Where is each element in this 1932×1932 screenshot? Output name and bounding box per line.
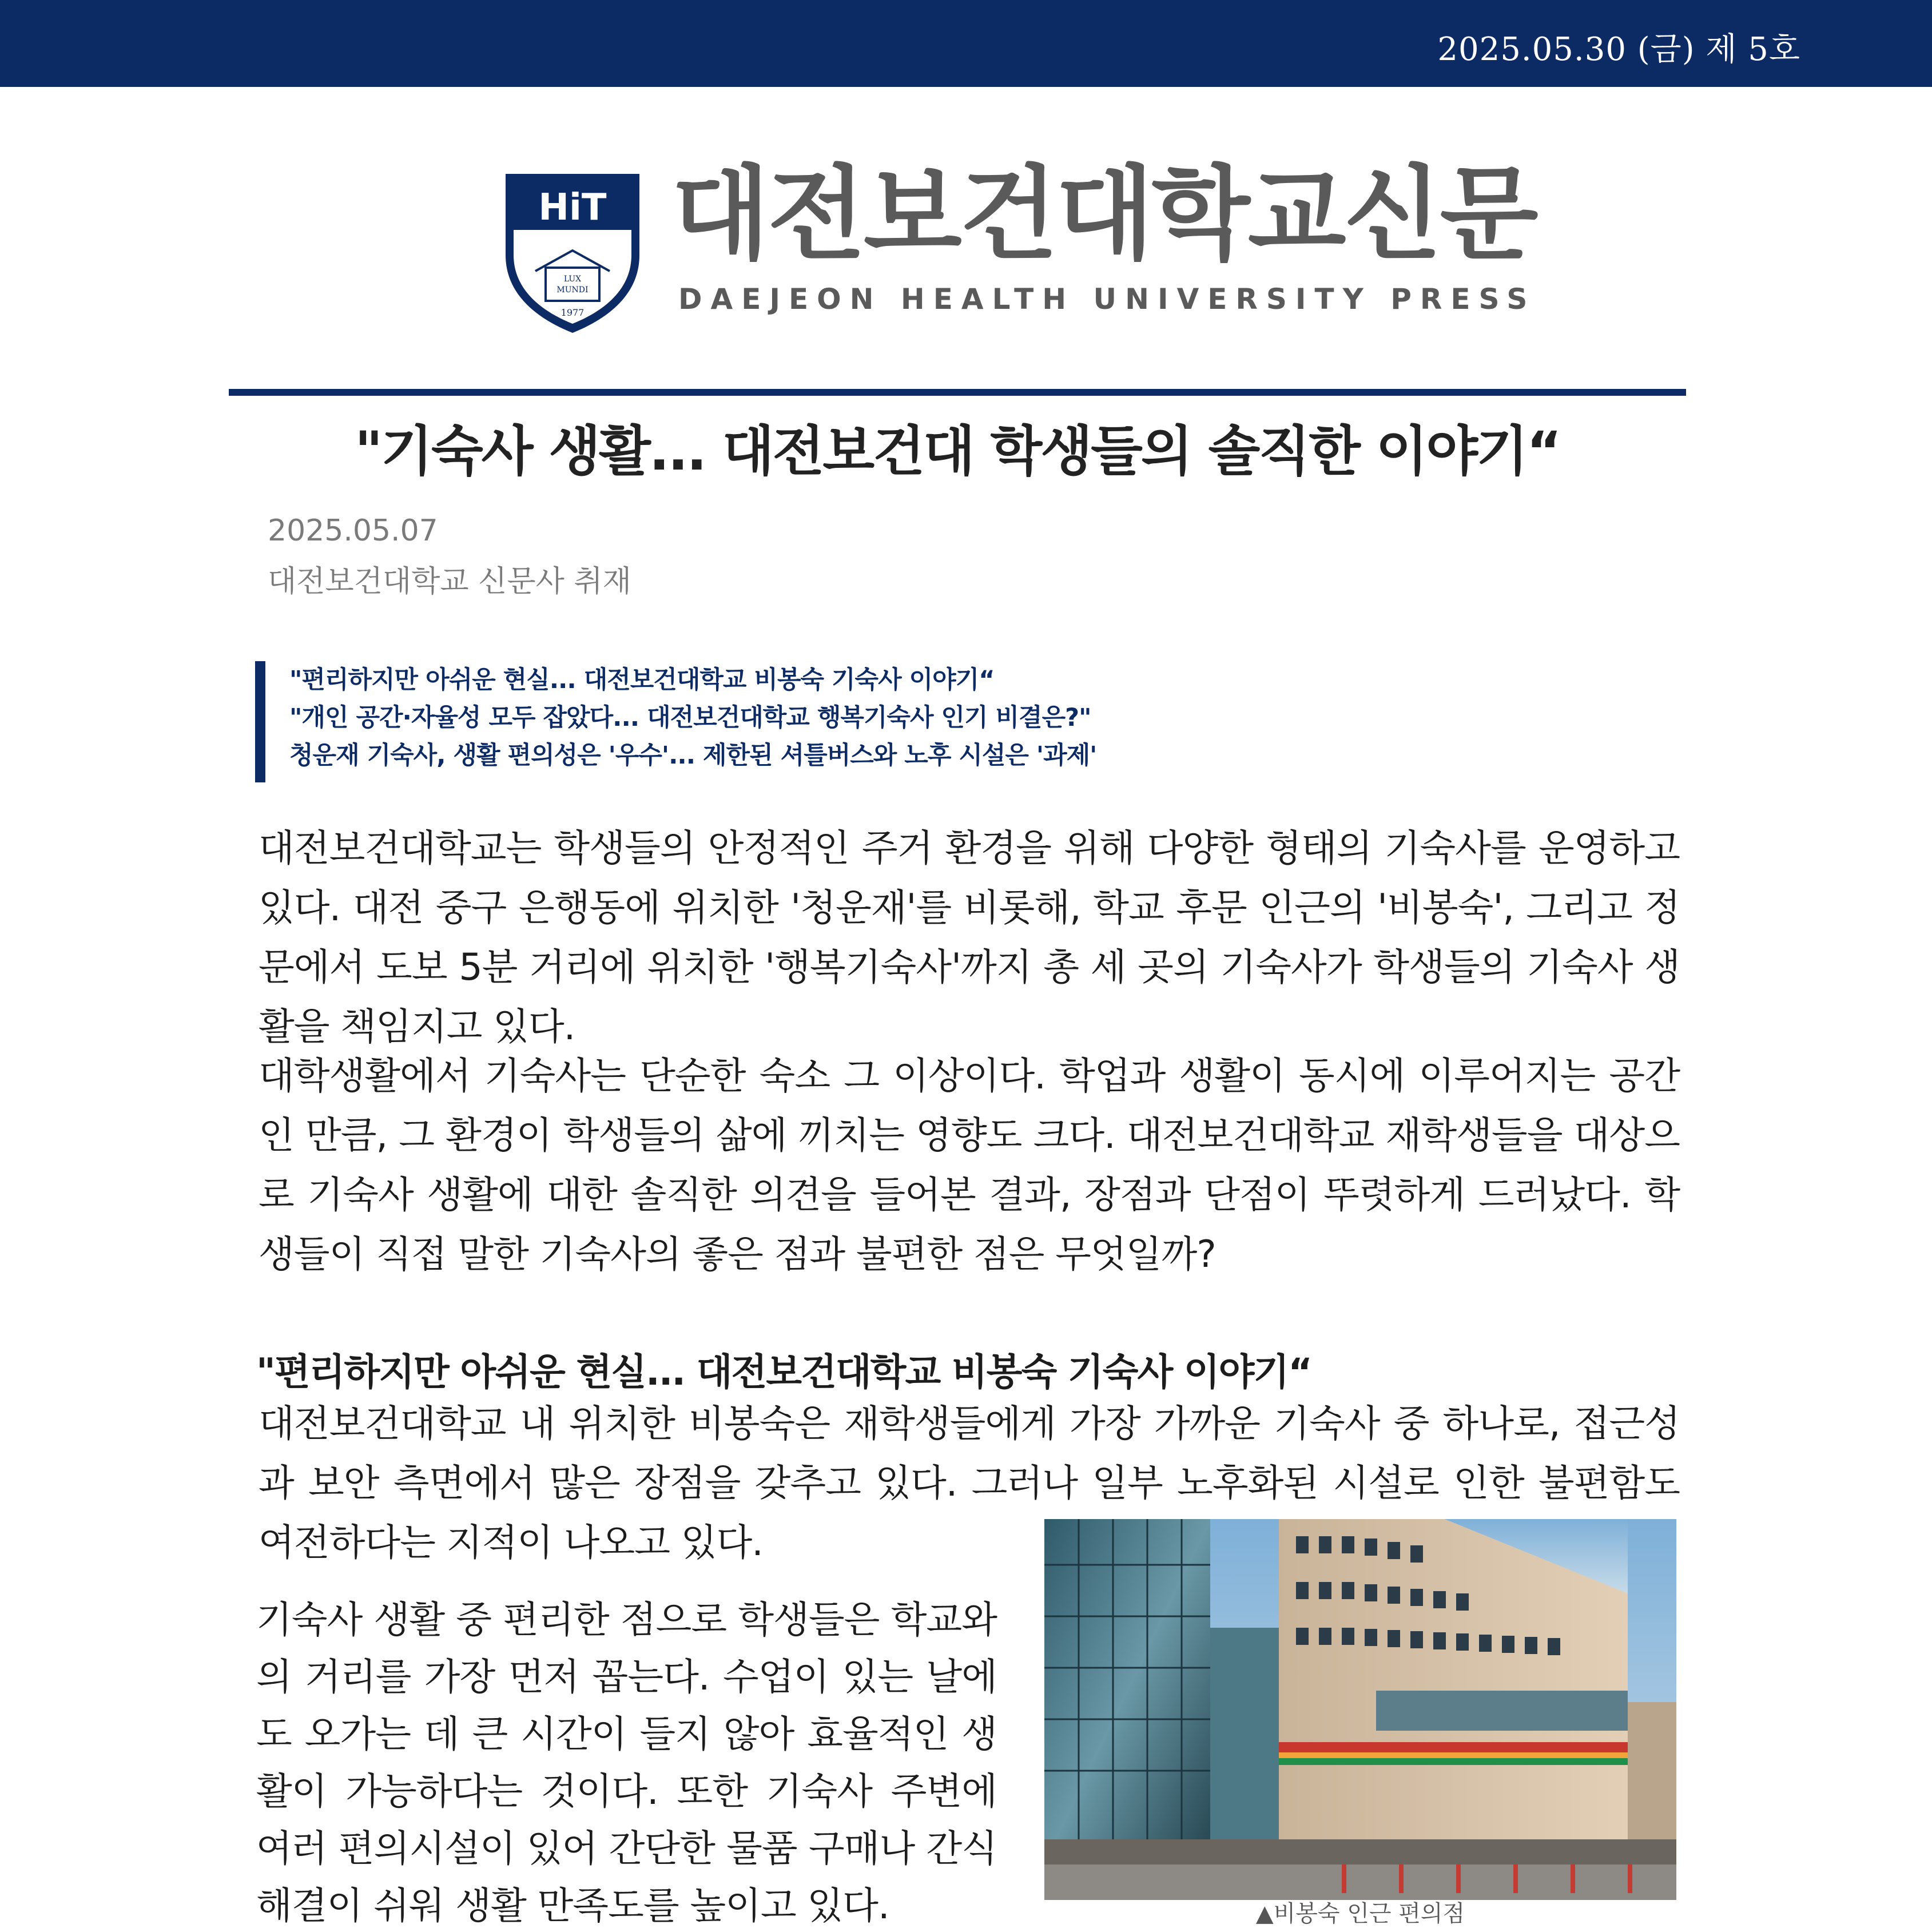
body-paragraph: 기숙사 생활 중 편리한 점으로 학생들은 학교와의 거리를 가장 먼저 꼽는다. 수업이 있는 날에도 오가는 데 큰 시간이 들지 않아 효율적인 생활이 가능하다는 것이다. 또한 기숙사 주변에 여러 편의시설이 있어 간단한 물품 구매나 간식 해결이 쉬워 생활 만족도를 높이고 있다. xyxy=(256,1599,997,1927)
svg-text:1977: 1977 xyxy=(560,307,585,318)
issue-info: 2025.05.30 (금) 제 5호 xyxy=(1437,31,1800,68)
article-date: 2025.05.07 xyxy=(268,514,438,548)
svg-text:LUX: LUX xyxy=(563,275,582,284)
newspaper-title: 대전보건대학교신문 xyxy=(671,155,1536,273)
masthead xyxy=(501,155,1536,341)
svg-text:HiT: HiT xyxy=(538,186,607,229)
summary-line: "편리하지만 아쉬운 현실... 대전보건대학교 비봉숙 기숙사 이야기“ xyxy=(289,666,995,694)
svg-text:MUNDI: MUNDI xyxy=(556,285,589,295)
article-headline: "기숙사 생활... 대전보건대 학생들의 솔직한 이야기“ xyxy=(355,420,1560,483)
section-heading: "편리하지만 아쉬운 현실... 대전보건대학교 비봉숙 기숙사 이야기“ xyxy=(256,1351,1311,1394)
article-author: 대전보건대학교 신문사 취재 xyxy=(268,565,631,599)
header-divider xyxy=(229,389,1686,396)
summary-line: "개인 공간·자율성 모두 잡았다... 대전보건대학교 행복기숙사 인기 비결은?" xyxy=(289,703,1091,732)
photo-caption: ▲비봉숙 인근 편의점 xyxy=(1255,1901,1465,1927)
top-banner xyxy=(0,0,1932,87)
university-crest-icon xyxy=(501,169,644,335)
newspaper-subtitle: DAEJEON HEALTH UNIVERSITY PRESS xyxy=(678,283,1536,316)
body-paragraph: 대전보건대학교는 학생들의 안정적인 주거 환경을 위해 다양한 형태의 기숙사를 운영하고 있다. 대전 중구 은행동에 위치한 '청운재'를 비롯해, 학교 후문 인근의 '비봉숙', 그리고 정문에서 도보 5분 거리에 위치한 '행복기숙사'까지 총 세 곳의 기숙사가 학생들의 기숙사 생활을 책임지고 있다. xyxy=(259,827,1680,1048)
summary-line: 청운재 기숙사, 생활 편의성은 '우수'... 제한된 셔틀버스와 노후 시설은 '과제' xyxy=(289,741,1097,770)
article-summary xyxy=(255,661,1513,782)
building-image xyxy=(1044,1519,1676,1900)
body-paragraph: 대전보건대학교 내 위치한 비봉숙은 재학생들에게 가장 가까운 기숙사 중 하나로, 접근성과 보안 측면에서 많은 장점을 갖추고 있다. 그러나 일부 노후화된 시설로 인한 불편함도 여전하다는 지적이 나오고 있다. xyxy=(259,1402,1680,1564)
body-paragraph: 대학생활에서 기숙사는 단순한 숙소 그 이상이다. 학업과 생활이 동시에 이루어지는 공간인 만큼, 그 환경이 학생들의 삶에 끼치는 영향도 크다. 대전보건대학교 재학생들을 대상으로 기숙사 생활에 대한 솔직한 의견을 들어본 결과, 장점과 단점이 뚜렷하게 드러났다. 학생들이 직접 말한 기숙사의 좋은 점과 불편한 점은 무엇일까? xyxy=(259,1055,1680,1276)
dormitory-photo xyxy=(1044,1519,1676,1900)
